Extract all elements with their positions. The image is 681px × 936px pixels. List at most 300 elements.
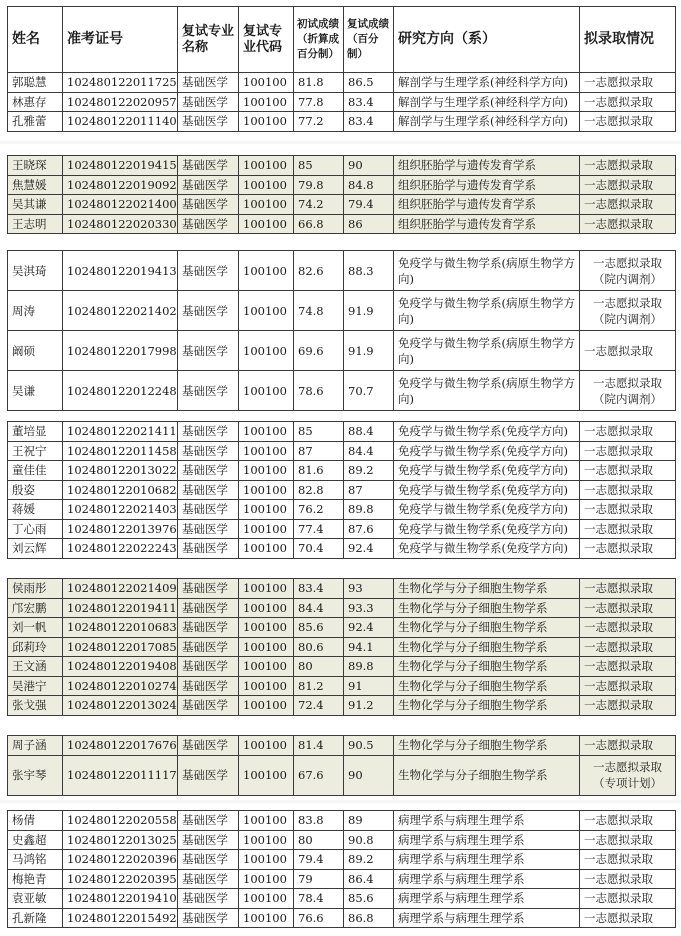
table-row: [8, 539, 676, 559]
table-row: [8, 92, 676, 112]
retest-score-cell: 90.8: [344, 830, 394, 850]
exam-id-cell: 102480122012248: [63, 371, 178, 411]
major-name-cell: 基础医学: [178, 175, 239, 195]
table-row: [8, 195, 676, 215]
name-cell: 吴淇琦: [8, 251, 63, 291]
research-direction-cell: 病理学系与病理生理学系: [394, 889, 580, 909]
major-code-cell: 100100: [239, 195, 294, 215]
name-cell: 侯雨彤: [8, 579, 63, 599]
retest-score-cell: 83.4: [344, 112, 394, 132]
research-direction-cell: 病理学系与病理生理学系: [394, 830, 580, 850]
research-direction-cell: 解剖学与生理学系(神经科学方向): [394, 73, 580, 93]
name-cell: 殷姿: [8, 480, 63, 500]
research-direction-cell: 生物化学与分子细胞生物学系: [394, 598, 580, 618]
name-cell: 孔新隆: [8, 908, 63, 928]
retest-score-cell: 91.2: [344, 696, 394, 716]
major-code-cell: 100100: [239, 908, 294, 928]
table-row: [8, 908, 676, 928]
major-code-cell: 100100: [239, 676, 294, 696]
table-row: [8, 755, 676, 795]
group-table: [7, 250, 676, 411]
major-name-cell: 基础医学: [178, 251, 239, 291]
exam-id-cell: 102480122020396: [63, 850, 178, 870]
research-direction-cell: 免疫学与微生物学系(病原生物学方向): [394, 371, 580, 411]
header-name: 姓名: [8, 7, 63, 73]
group-table: [7, 155, 676, 234]
research-direction-cell: 免疫学与微生物学系(免疫学方向): [394, 519, 580, 539]
admission-status-cell: 一志愿拟录取: [580, 73, 676, 93]
initial-score-cell: 85: [294, 422, 344, 442]
table-row: [8, 73, 676, 93]
table-row: [8, 519, 676, 539]
major-code-cell: 100100: [239, 461, 294, 481]
name-cell: 周涛: [8, 291, 63, 331]
major-name-cell: 基础医学: [178, 579, 239, 599]
research-direction-cell: 免疫学与微生物学系(病原生物学方向): [394, 291, 580, 331]
major-code-cell: 100100: [239, 92, 294, 112]
name-cell: 邱莉玲: [8, 637, 63, 657]
initial-score-cell: 82.6: [294, 251, 344, 291]
major-code-cell: 100100: [239, 175, 294, 195]
research-direction-cell: 病理学系与病理生理学系: [394, 869, 580, 889]
research-direction-cell: 组织胚胎学与遗传发育学系: [394, 195, 580, 215]
initial-score-cell: 67.6: [294, 755, 344, 795]
admission-status-cell: 一志愿拟录取: [580, 676, 676, 696]
major-name-cell: 基础医学: [178, 214, 239, 234]
admission-status-cell: 一志愿拟录取: [580, 461, 676, 481]
research-direction-cell: 免疫学与微生物学系(免疫学方向): [394, 461, 580, 481]
research-direction-cell: 生物化学与分子细胞生物学系: [394, 579, 580, 599]
major-code-cell: 100100: [239, 331, 294, 371]
header-major-name: 复试专业名称: [178, 7, 239, 73]
table-row: [8, 850, 676, 870]
major-name-cell: 基础医学: [178, 696, 239, 716]
exam-id-cell: 102480122019092: [63, 175, 178, 195]
major-code-cell: 100100: [239, 696, 294, 716]
major-code-cell: 100100: [239, 291, 294, 331]
exam-id-cell: 102480122019410: [63, 889, 178, 909]
major-name-cell: 基础医学: [178, 889, 239, 909]
admission-status-cell: 一志愿拟录取（专项计划）: [580, 755, 676, 795]
table-row: [8, 251, 676, 291]
major-code-cell: 100100: [239, 500, 294, 520]
major-code-cell: 100100: [239, 637, 294, 657]
admission-status-cell: 一志愿拟录取: [580, 598, 676, 618]
name-cell: 吴港宁: [8, 676, 63, 696]
name-cell: 丁心雨: [8, 519, 63, 539]
retest-score-cell: 88.4: [344, 422, 394, 442]
major-name-cell: 基础医学: [178, 811, 239, 831]
major-code-cell: 100100: [239, 618, 294, 638]
retest-score-cell: 90: [344, 156, 394, 176]
major-code-cell: 100100: [239, 850, 294, 870]
exam-id-cell: 102480122020395: [63, 869, 178, 889]
table-row: [8, 579, 676, 599]
exam-id-cell: 102480122020558: [63, 811, 178, 831]
exam-id-cell: 102480122021411: [63, 422, 178, 442]
major-name-cell: 基础医学: [178, 422, 239, 442]
admission-status-cell: 一志愿拟录取: [580, 579, 676, 599]
major-name-cell: 基础医学: [178, 657, 239, 677]
name-cell: 王晓琛: [8, 156, 63, 176]
exam-id-cell: 102480122017676: [63, 736, 178, 756]
retest-score-cell: 88.3: [344, 251, 394, 291]
research-direction-cell: 免疫学与微生物学系(病原生物学方向): [394, 251, 580, 291]
group-pathogen-biology: [7, 250, 675, 411]
table-row: [8, 657, 676, 677]
name-cell: 周子涵: [8, 736, 63, 756]
research-direction-cell: 组织胚胎学与遗传发育学系: [394, 175, 580, 195]
admission-status-cell: 一志愿拟录取: [580, 637, 676, 657]
name-cell: 王祝宁: [8, 441, 63, 461]
research-direction-cell: 病理学系与病理生理学系: [394, 811, 580, 831]
initial-score-cell: 77.8: [294, 92, 344, 112]
admission-status-cell: 一志愿拟录取（院内调剂）: [580, 251, 676, 291]
exam-id-cell: 102480122020330: [63, 214, 178, 234]
research-direction-cell: 生物化学与分子细胞生物学系: [394, 736, 580, 756]
retest-score-cell: 89.8: [344, 657, 394, 677]
major-name-cell: 基础医学: [178, 112, 239, 132]
admission-table-header: [7, 6, 676, 73]
admission-status-cell: 一志愿拟录取: [580, 696, 676, 716]
initial-score-cell: 78.4: [294, 889, 344, 909]
name-cell: 孔雅蕾: [8, 112, 63, 132]
initial-score-cell: 87: [294, 441, 344, 461]
exam-id-cell: 102480122020957: [63, 92, 178, 112]
section-divider: [0, 141, 681, 144]
admission-status-cell: 一志愿拟录取: [580, 156, 676, 176]
major-name-cell: 基础医学: [178, 598, 239, 618]
group-pathology: [7, 810, 675, 928]
initial-score-cell: 76.6: [294, 908, 344, 928]
major-name-cell: 基础医学: [178, 736, 239, 756]
table-section-header: [7, 6, 675, 73]
name-cell: 杨倩: [8, 811, 63, 831]
retest-score-cell: 70.7: [344, 371, 394, 411]
admission-status-cell: 一志愿拟录取: [580, 422, 676, 442]
admission-status-cell: 一志愿拟录取: [580, 850, 676, 870]
research-direction-cell: 生物化学与分子细胞生物学系: [394, 637, 580, 657]
major-code-cell: 100100: [239, 156, 294, 176]
admission-status-cell: 一志愿拟录取: [580, 112, 676, 132]
table-row: [8, 371, 676, 411]
header-major-code: 复试专业代码: [239, 7, 294, 73]
research-direction-cell: 解剖学与生理学系(神经科学方向): [394, 112, 580, 132]
name-cell: 林惠存: [8, 92, 63, 112]
exam-id-cell: 102480122021409: [63, 579, 178, 599]
retest-score-cell: 91: [344, 676, 394, 696]
table-row: [8, 676, 676, 696]
research-direction-cell: 免疫学与微生物学系(免疫学方向): [394, 480, 580, 500]
major-name-cell: 基础医学: [178, 371, 239, 411]
name-cell: 张戈强: [8, 696, 63, 716]
initial-score-cell: 80: [294, 830, 344, 850]
retest-score-cell: 86.4: [344, 869, 394, 889]
initial-score-cell: 80: [294, 657, 344, 677]
initial-score-cell: 76.2: [294, 500, 344, 520]
retest-score-cell: 85.6: [344, 889, 394, 909]
name-cell: 蒋媛: [8, 500, 63, 520]
major-code-cell: 100100: [239, 657, 294, 677]
table-row: [8, 830, 676, 850]
admission-status-cell: 一志愿拟录取: [580, 736, 676, 756]
major-code-cell: 100100: [239, 251, 294, 291]
major-name-cell: 基础医学: [178, 755, 239, 795]
major-code-cell: 100100: [239, 811, 294, 831]
group-immunology: [7, 421, 675, 559]
admission-status-cell: 一志愿拟录取: [580, 908, 676, 928]
research-direction-cell: 免疫学与微生物学系(病原生物学方向): [394, 331, 580, 371]
initial-score-cell: 81.6: [294, 461, 344, 481]
table-row: [8, 500, 676, 520]
major-name-cell: 基础医学: [178, 92, 239, 112]
exam-id-cell: 102480122013024: [63, 696, 178, 716]
major-name-cell: 基础医学: [178, 869, 239, 889]
group-table: [7, 735, 676, 796]
admission-status-cell: 一志愿拟录取: [580, 811, 676, 831]
admission-status-cell: 一志愿拟录取: [580, 175, 676, 195]
retest-score-cell: 79.4: [344, 195, 394, 215]
research-direction-cell: 解剖学与生理学系(神经科学方向): [394, 92, 580, 112]
retest-score-cell: 87: [344, 480, 394, 500]
table-row: [8, 889, 676, 909]
initial-score-cell: 79.4: [294, 850, 344, 870]
group-biochemistry: [7, 578, 675, 716]
group-table: [7, 810, 676, 928]
initial-score-cell: 83.8: [294, 811, 344, 831]
admission-status-cell: 一志愿拟录取: [580, 441, 676, 461]
research-direction-cell: 组织胚胎学与遗传发育学系: [394, 214, 580, 234]
major-name-cell: 基础医学: [178, 73, 239, 93]
retest-score-cell: 86.5: [344, 73, 394, 93]
group-table: [7, 421, 676, 559]
name-cell: 焦慧媛: [8, 175, 63, 195]
header-retest-score: 复试成绩（百分制）: [344, 7, 394, 73]
name-cell: 张宇琴: [8, 755, 63, 795]
exam-id-cell: 102480122017085: [63, 637, 178, 657]
initial-score-cell: 66.8: [294, 214, 344, 234]
section-divider: [0, 800, 681, 803]
major-code-cell: 100100: [239, 214, 294, 234]
retest-score-cell: 83.4: [344, 92, 394, 112]
major-code-cell: 100100: [239, 480, 294, 500]
exam-id-cell: 102480122019413: [63, 251, 178, 291]
exam-id-cell: 102480122010274: [63, 676, 178, 696]
major-name-cell: 基础医学: [178, 539, 239, 559]
major-code-cell: 100100: [239, 422, 294, 442]
exam-id-cell: 102480122017998: [63, 331, 178, 371]
initial-score-cell: 83.4: [294, 579, 344, 599]
initial-score-cell: 85: [294, 156, 344, 176]
initial-score-cell: 69.6: [294, 331, 344, 371]
initial-score-cell: 74.8: [294, 291, 344, 331]
name-cell: 袁亚敏: [8, 889, 63, 909]
retest-score-cell: 87.6: [344, 519, 394, 539]
exam-id-cell: 102480122015492: [63, 908, 178, 928]
retest-score-cell: 90: [344, 755, 394, 795]
name-cell: 史鑫超: [8, 830, 63, 850]
table-row: [8, 696, 676, 716]
research-direction-cell: 病理学系与病理生理学系: [394, 908, 580, 928]
initial-score-cell: 81.4: [294, 736, 344, 756]
major-code-cell: 100100: [239, 371, 294, 411]
exam-id-cell: 102480122010683: [63, 618, 178, 638]
retest-score-cell: 89.2: [344, 850, 394, 870]
header-research-direction: 研究方向（系）: [394, 7, 580, 73]
major-code-cell: 100100: [239, 73, 294, 93]
name-cell: 王志明: [8, 214, 63, 234]
retest-score-cell: 84.4: [344, 441, 394, 461]
table-row: [8, 331, 676, 371]
retest-score-cell: 89.2: [344, 461, 394, 481]
admission-status-cell: 一志愿拟录取: [580, 869, 676, 889]
name-cell: 郭聪慧: [8, 73, 63, 93]
retest-score-cell: 92.4: [344, 618, 394, 638]
name-cell: 吴谦: [8, 371, 63, 411]
retest-score-cell: 89: [344, 811, 394, 831]
major-code-cell: 100100: [239, 112, 294, 132]
retest-score-cell: 86: [344, 214, 394, 234]
retest-score-cell: 91.9: [344, 331, 394, 371]
initial-score-cell: 82.8: [294, 480, 344, 500]
research-direction-cell: 免疫学与微生物学系(免疫学方向): [394, 441, 580, 461]
name-cell: 王文涵: [8, 657, 63, 677]
retest-score-cell: 92.4: [344, 539, 394, 559]
major-name-cell: 基础医学: [178, 830, 239, 850]
research-direction-cell: 生物化学与分子细胞生物学系: [394, 618, 580, 638]
header-admission-status: 拟录取情况: [580, 7, 676, 73]
major-name-cell: 基础医学: [178, 519, 239, 539]
exam-id-cell: 102480122021402: [63, 291, 178, 331]
initial-score-cell: 79.8: [294, 175, 344, 195]
group-table: [7, 72, 676, 132]
major-name-cell: 基础医学: [178, 676, 239, 696]
group-embryology: [7, 155, 675, 234]
major-code-cell: 100100: [239, 598, 294, 618]
exam-id-cell: 102480122010682: [63, 480, 178, 500]
name-cell: 吴其谦: [8, 195, 63, 215]
table-row: [8, 618, 676, 638]
retest-score-cell: 90.5: [344, 736, 394, 756]
initial-score-cell: 81.2: [294, 676, 344, 696]
name-cell: 童佳佳: [8, 461, 63, 481]
research-direction-cell: 组织胚胎学与遗传发育学系: [394, 156, 580, 176]
initial-score-cell: 79: [294, 869, 344, 889]
group-biochemistry-2: [7, 735, 675, 796]
major-name-cell: 基础医学: [178, 291, 239, 331]
major-code-cell: 100100: [239, 736, 294, 756]
admission-status-cell: 一志愿拟录取: [580, 889, 676, 909]
initial-score-cell: 77.4: [294, 519, 344, 539]
research-direction-cell: 生物化学与分子细胞生物学系: [394, 755, 580, 795]
admission-status-cell: 一志愿拟录取（院内调剂）: [580, 371, 676, 411]
exam-id-cell: 102480122019415: [63, 156, 178, 176]
major-code-cell: 100100: [239, 539, 294, 559]
header-initial-score: 初试成绩（折算成百分制）: [294, 7, 344, 73]
major-code-cell: 100100: [239, 755, 294, 795]
exam-id-cell: 102480122011725: [63, 73, 178, 93]
admission-status-cell: 一志愿拟录取: [580, 519, 676, 539]
retest-score-cell: 89.8: [344, 500, 394, 520]
exam-id-cell: 102480122011140: [63, 112, 178, 132]
exam-id-cell: 102480122013976: [63, 519, 178, 539]
name-cell: 马鸿铭: [8, 850, 63, 870]
table-row: [8, 637, 676, 657]
table-row: [8, 811, 676, 831]
research-direction-cell: 免疫学与微生物学系(免疫学方向): [394, 500, 580, 520]
admission-status-cell: 一志愿拟录取: [580, 92, 676, 112]
initial-score-cell: 81.8: [294, 73, 344, 93]
major-code-cell: 100100: [239, 869, 294, 889]
name-cell: 梅艳青: [8, 869, 63, 889]
header-exam-id: 准考证号: [63, 7, 178, 73]
major-code-cell: 100100: [239, 889, 294, 909]
initial-score-cell: 70.4: [294, 539, 344, 559]
initial-score-cell: 78.6: [294, 371, 344, 411]
major-name-cell: 基础医学: [178, 441, 239, 461]
major-code-cell: 100100: [239, 579, 294, 599]
table-row: [8, 736, 676, 756]
admission-status-cell: 一志愿拟录取: [580, 195, 676, 215]
admission-status-cell: 一志愿拟录取: [580, 480, 676, 500]
admission-status-cell: 一志愿拟录取: [580, 500, 676, 520]
table-row: [8, 422, 676, 442]
group-table: [7, 578, 676, 716]
admission-status-cell: 一志愿拟录取: [580, 539, 676, 559]
table-row: [8, 214, 676, 234]
major-code-cell: 100100: [239, 441, 294, 461]
initial-score-cell: 85.6: [294, 618, 344, 638]
exam-id-cell: 102480122011117: [63, 755, 178, 795]
admission-status-cell: 一志愿拟录取: [580, 214, 676, 234]
table-row: [8, 480, 676, 500]
retest-score-cell: 93.3: [344, 598, 394, 618]
major-name-cell: 基础医学: [178, 908, 239, 928]
table-row: [8, 441, 676, 461]
research-direction-cell: 病理学系与病理生理学系: [394, 850, 580, 870]
name-cell: 董培显: [8, 422, 63, 442]
initial-score-cell: 80.6: [294, 637, 344, 657]
research-direction-cell: 生物化学与分子细胞生物学系: [394, 676, 580, 696]
retest-score-cell: 94.1: [344, 637, 394, 657]
initial-score-cell: 84.4: [294, 598, 344, 618]
retest-score-cell: 91.9: [344, 291, 394, 331]
exam-id-cell: 102480122021400: [63, 195, 178, 215]
research-direction-cell: 生物化学与分子细胞生物学系: [394, 696, 580, 716]
major-name-cell: 基础医学: [178, 637, 239, 657]
name-cell: 阚硕: [8, 331, 63, 371]
retest-score-cell: 86.8: [344, 908, 394, 928]
initial-score-cell: 74.2: [294, 195, 344, 215]
major-name-cell: 基础医学: [178, 461, 239, 481]
major-name-cell: 基础医学: [178, 500, 239, 520]
exam-id-cell: 102480122011458: [63, 441, 178, 461]
major-code-cell: 100100: [239, 519, 294, 539]
table-row: [8, 175, 676, 195]
name-cell: 刘一帆: [8, 618, 63, 638]
major-name-cell: 基础医学: [178, 480, 239, 500]
major-code-cell: 100100: [239, 830, 294, 850]
initial-score-cell: 72.4: [294, 696, 344, 716]
table-row: [8, 461, 676, 481]
major-name-cell: 基础医学: [178, 850, 239, 870]
exam-id-cell: 102480122021403: [63, 500, 178, 520]
exam-id-cell: 102480122022243: [63, 539, 178, 559]
exam-id-cell: 102480122019408: [63, 657, 178, 677]
initial-score-cell: 77.2: [294, 112, 344, 132]
table-row: [8, 291, 676, 331]
name-cell: 邝宏鹏: [8, 598, 63, 618]
